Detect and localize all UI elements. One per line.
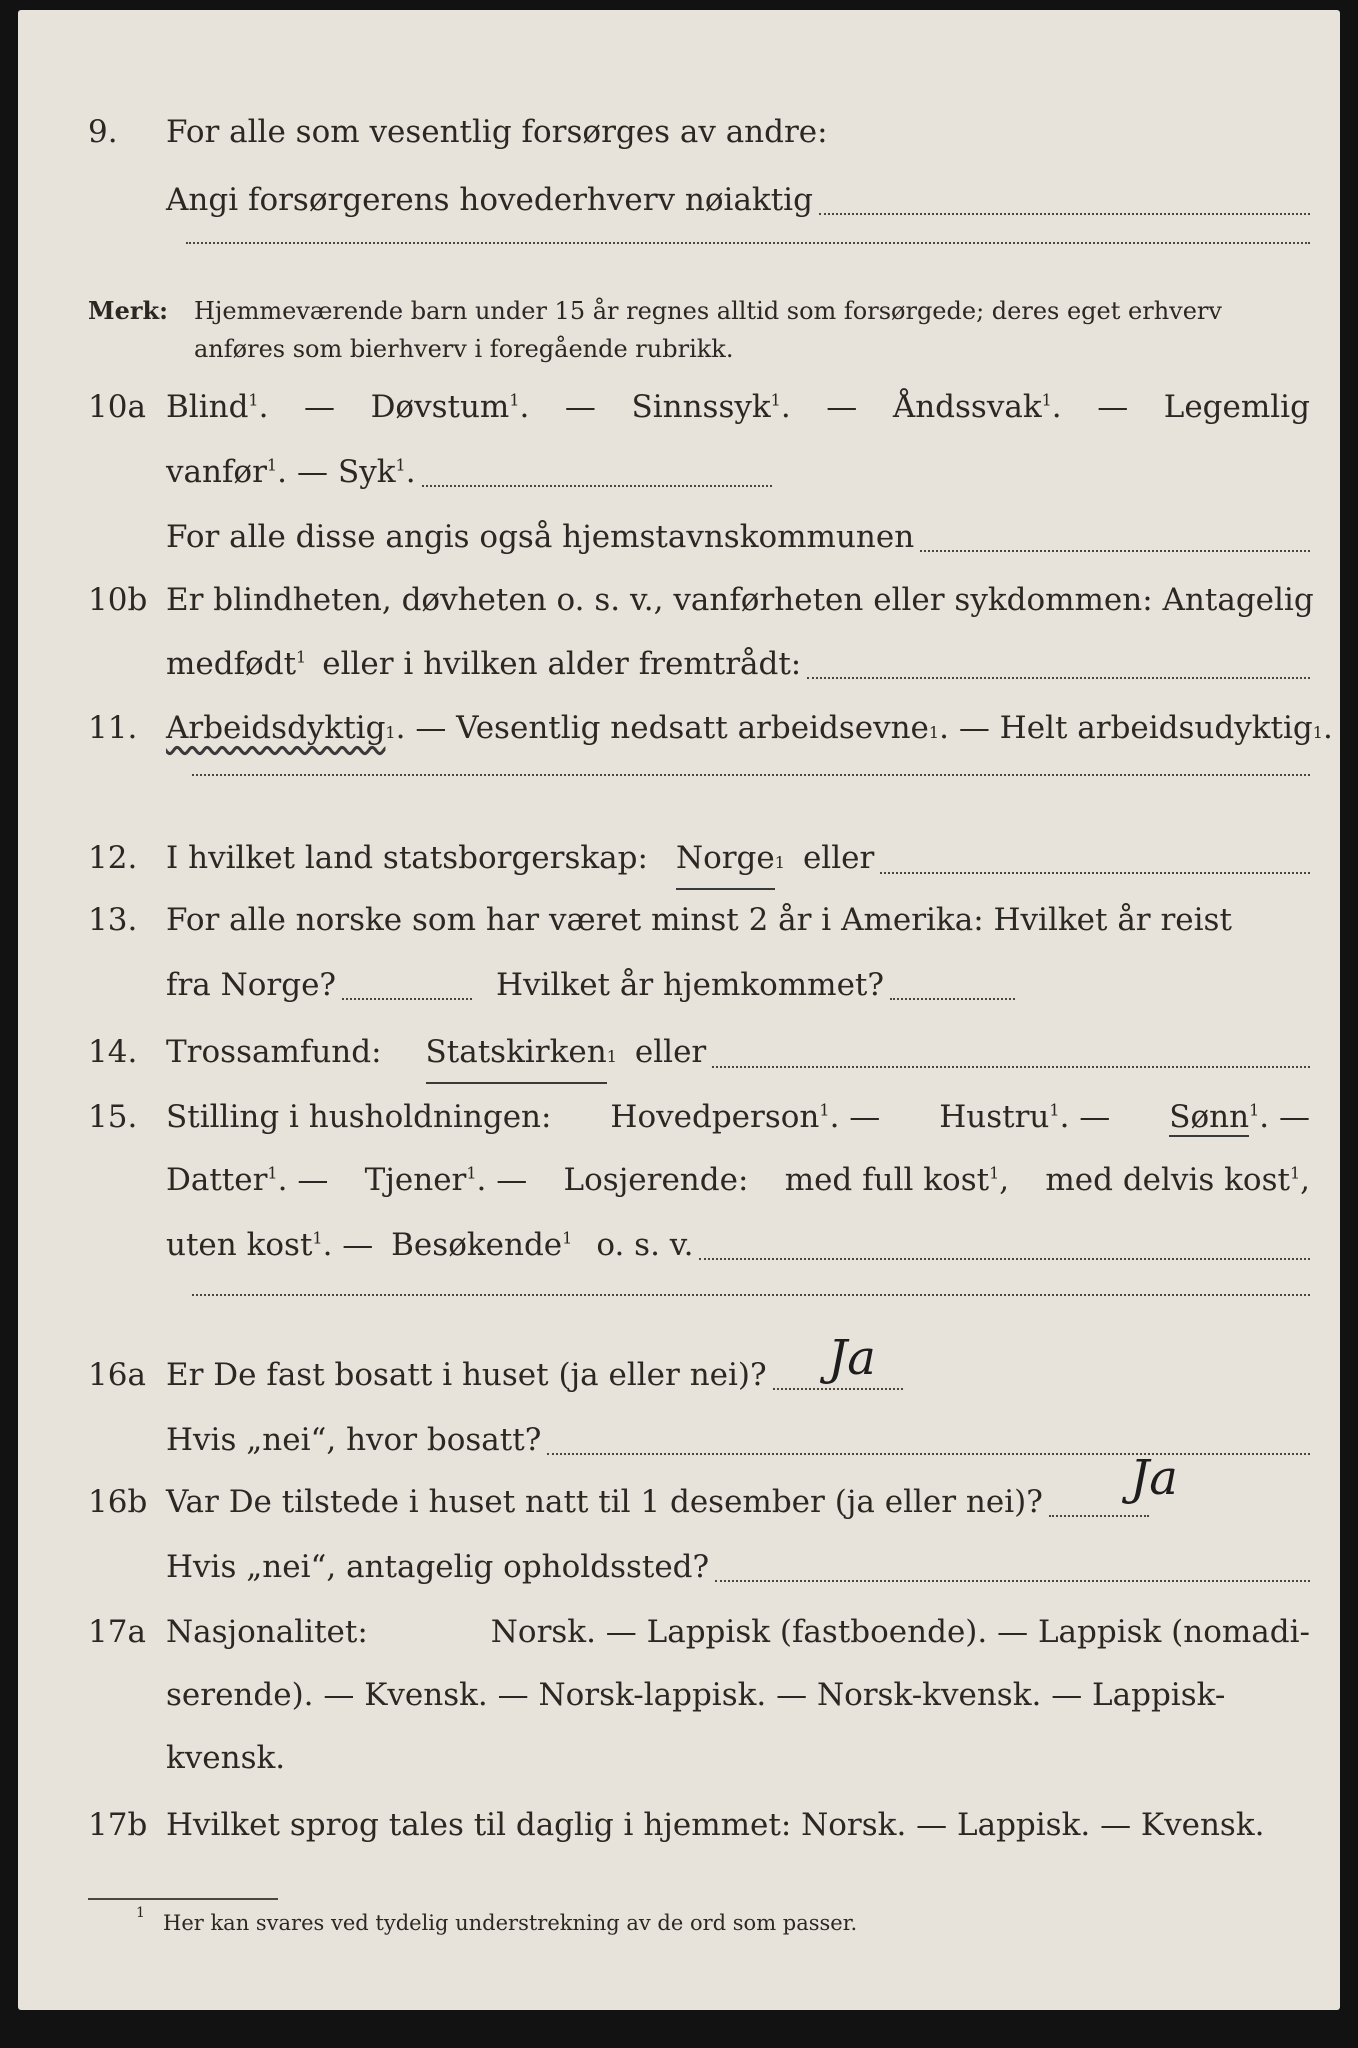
q15-line3 — [166, 1215, 1310, 1275]
q11-line1: Arbeidsdyktig 1 . — Vesentlig nedsatt arbeidsevne 1 . — Helt arbeidsudyktig 1 . — [166, 698, 1310, 758]
q14-line1: Trossamfund: Statskirken 1 eller — [166, 1022, 1310, 1084]
q16b-opholdssted-field[interactable] — [715, 1580, 1310, 1582]
q9-line2 — [166, 170, 1310, 230]
q16b-row2 — [18, 1537, 1340, 1597]
q10b-number: 10b — [88, 582, 148, 618]
q10a-opt-andssvak[interactable]: Åndssvak$^1$. — [892, 389, 1062, 425]
q17a-row3 — [18, 1728, 1340, 1788]
q16b-handwritten-answer: Ja — [1130, 1450, 1178, 1506]
q16a-question: Er De fast bosatt i huset (ja eller nei)? — [166, 1357, 767, 1393]
merk-text-2: anføres som bierhverv i foregående rubrikk. — [194, 335, 734, 363]
q15-line4 — [166, 1280, 1310, 1282]
merk-text-1: Hjemmeværende barn under 15 år regnes alltid som forsørgede; deres eget erhverv — [194, 297, 1222, 325]
q10a-line3 — [166, 507, 1310, 567]
q15-opt-hovedperson[interactable]: Hovedperson$^1$. — — [610, 1099, 881, 1135]
q9-line3 — [166, 228, 1310, 230]
q10b-question: Er blindheten, døvheten o. s. v., vanførheten eller sykdommen: Antagelig — [166, 582, 1314, 618]
q13-reist-label: fra Norge? — [166, 967, 337, 1003]
q15-opt-hustru[interactable]: Hustru$^1$. — — [939, 1099, 1111, 1135]
q11-field[interactable] — [192, 774, 1310, 776]
q10a-opt-legemlig[interactable]: Legemlig — [1163, 389, 1310, 425]
q14-number: 14. — [88, 1034, 138, 1070]
q10a-opt-sinnssyk[interactable]: Sinnssyk$^1$. — [631, 389, 791, 425]
q13-line1 — [166, 890, 1310, 950]
q17b-number: 17b — [88, 1807, 148, 1843]
q9-row2 — [18, 170, 1340, 230]
q15-osv: o. s. v. — [596, 1227, 694, 1263]
q15-opt-delvis[interactable]: med delvis kost$^1$, — [1045, 1162, 1310, 1198]
q13-number: 13. — [88, 902, 138, 938]
q17a-row — [18, 1602, 1340, 1662]
merk-label: Merk: — [88, 296, 168, 325]
q17a-line3 — [166, 1728, 1310, 1788]
q15-line1 — [166, 1087, 1310, 1147]
q16b-opholdssted-label: Hvis „nei“, antagelig opholdssted? — [166, 1549, 710, 1585]
footnote-rule — [88, 1898, 278, 1900]
q10a-opt-blind[interactable]: Blind$^1$. — [166, 389, 269, 425]
q15-field[interactable] — [699, 1258, 1310, 1260]
q16a-row — [18, 1345, 1340, 1405]
q9-question-2: Angi forsørgerens hovederhverv nøiaktig — [166, 182, 813, 218]
q13-row2 — [18, 955, 1340, 1015]
q13-row — [18, 890, 1340, 950]
q10b-line2 — [166, 634, 1310, 694]
q15-number: 15. — [88, 1099, 138, 1135]
q14-row — [18, 1022, 1340, 1082]
q14-opt-statskirken[interactable]: Statskirken — [426, 1022, 607, 1084]
q15-row — [18, 1087, 1340, 1147]
q17a-number: 17a — [88, 1614, 146, 1650]
q11-opt-arbeidsdyktig[interactable]: Arbeidsdyktig — [166, 710, 386, 746]
q16a-bosatt-label: Hvis „nei“, hvor bosatt? — [166, 1422, 542, 1458]
q15-opt-sonn[interactable]: Sønn$^1$. — — [1169, 1099, 1310, 1135]
q12-question: I hvilket land statsborgerskap: — [166, 840, 648, 876]
q10a-number: 10a — [88, 389, 146, 425]
q10a-hjemstavn-label: For alle disse angis også hjemstavnskommunen — [166, 519, 915, 555]
q10b-alder-label: eller i hvilken alder fremtrådt: — [322, 646, 802, 682]
q13-line2 — [166, 955, 1310, 1015]
q10a-row2 — [18, 442, 1340, 502]
footnote-mark: 1 — [136, 1905, 145, 1921]
q15-opt-tjener[interactable]: Tjener$^1$. — — [364, 1162, 528, 1198]
q12-field[interactable] — [880, 872, 1310, 874]
q17a-options-3[interactable]: kvensk. — [166, 1740, 286, 1776]
q16a-handwritten-answer: Ja — [828, 1330, 876, 1386]
q9-answer-field-2[interactable] — [186, 242, 1310, 244]
q9-row3 — [18, 228, 1340, 288]
q12-eller: eller — [802, 840, 875, 876]
q16a-answer-field[interactable] — [773, 1388, 903, 1390]
q17b-row — [18, 1795, 1340, 1855]
q15-opt-fullkost[interactable]: med full kost$^1$, — [784, 1162, 1010, 1198]
q13-hjemkommet-field[interactable] — [890, 998, 1015, 1000]
q13-hjemkommet-label: Hvilket år hjemkommet? — [496, 967, 885, 1003]
q15-row2 — [18, 1150, 1340, 1210]
q9-row — [18, 102, 1340, 162]
q16a-line1 — [166, 1345, 1310, 1405]
q17a-line2 — [166, 1665, 1310, 1725]
q15-opt-utenkost[interactable]: uten kost$^1$. — — [166, 1227, 384, 1263]
q15-line2 — [166, 1150, 1310, 1210]
q12-opt-norge[interactable]: Norge — [676, 828, 775, 890]
q10b-line1 — [166, 570, 1314, 630]
q10b-row — [18, 570, 1340, 630]
q15-field-2[interactable] — [192, 1294, 1310, 1296]
q16a-number: 16a — [88, 1357, 146, 1393]
q10a-line1: Blind$^1$. — Døvstum$^1$. — Sinnssyk$^1$. — Åndssvak$^1$. — Legemlig — [166, 377, 1310, 437]
q12-row — [18, 828, 1340, 888]
q15-opt-datter[interactable]: Datter$^1$. — — [166, 1162, 329, 1198]
q10a-opt-syk[interactable]: Syk$^1$. — [337, 454, 416, 490]
q17a-options-1[interactable]: Norsk. — Lappisk (fastboende). — Lappisk (nomadi- — [490, 1614, 1310, 1650]
q16b-question: Var De tilstede i huset natt til 1 desember (ja eller nei)? — [166, 1484, 1043, 1520]
q15-row4 — [18, 1280, 1340, 1340]
q11-line2 — [166, 760, 1310, 762]
q17a-row2 — [18, 1665, 1340, 1725]
q10a-syk-field[interactable] — [422, 485, 772, 487]
q10b-opt-medfodt[interactable]: medfødt$^1$ — [166, 646, 307, 682]
q17a-line1 — [166, 1602, 1310, 1662]
q16a-bosatt-field[interactable] — [547, 1453, 1310, 1455]
q15-row3 — [18, 1215, 1340, 1275]
q9-line1 — [166, 102, 1310, 162]
q11-row2 — [18, 760, 1340, 820]
q10a-row — [18, 377, 1340, 437]
q10a-hjemstavn-field[interactable] — [920, 550, 1310, 552]
q14-field[interactable] — [712, 1066, 1310, 1068]
footnote-text: Her kan svares ved tydelig understrekning av de ord som passer. — [163, 1911, 858, 1935]
q17a-options-2[interactable]: serende). — Kvensk. — Norsk-lappisk. — Norsk-kvensk. — Lappisk- — [166, 1677, 1226, 1713]
q10a-opt-vanfor[interactable]: vanfør$^1$. — [166, 454, 287, 490]
q16b-answer-field[interactable] — [1049, 1515, 1149, 1517]
q9-question: For alle som vesentlig forsørges av andre: — [166, 114, 828, 150]
census-form-page — [18, 10, 1340, 2010]
q16b-number: 16b — [88, 1484, 148, 1520]
q17a-question: Nasjonalitet: — [166, 1614, 368, 1650]
q10b-alder-field[interactable] — [807, 677, 1310, 679]
q10a-row3 — [18, 507, 1340, 567]
q12-line1: I hvilket land statsborgerskap: Norge 1 eller — [166, 828, 1310, 890]
q17b-question[interactable]: Hvilket sprog tales til daglig i hjemmet: Norsk. — Lappisk. — Kvensk. — [166, 1807, 1265, 1843]
q11-row — [18, 698, 1340, 758]
q15-question: Stilling i husholdningen: — [166, 1099, 552, 1135]
q11-opt-nedsatt[interactable]: Vesentlig nedsatt arbeidsevne — [456, 710, 929, 746]
q11-number: 11. — [88, 710, 138, 746]
q10b-row2 — [18, 634, 1340, 694]
q15-opt-besokende[interactable]: Besøkende$^1$ — [391, 1227, 573, 1263]
q13-reist-field[interactable] — [342, 998, 472, 1000]
q9-number: 9. — [88, 114, 118, 150]
q10a-line2: vanfør$^1$. — Syk$^1$. — [166, 442, 1310, 502]
q13-question: For alle norske som har været minst 2 år i Amerika: Hvilket år reist — [166, 902, 1232, 938]
q9-answer-field[interactable] — [819, 213, 1310, 215]
q10a-opt-dovstum[interactable]: Døvstum$^1$. — [370, 389, 530, 425]
q14-eller: eller — [634, 1034, 707, 1070]
q14-question: Trossamfund: — [166, 1034, 382, 1070]
q17b-line1 — [166, 1795, 1310, 1855]
q11-opt-udyktig[interactable]: Helt arbeidsudyktig — [999, 710, 1313, 746]
q15-losjerende-label: Losjerende: — [563, 1162, 749, 1198]
q12-number: 12. — [88, 840, 138, 876]
q16b-line2 — [166, 1537, 1310, 1597]
